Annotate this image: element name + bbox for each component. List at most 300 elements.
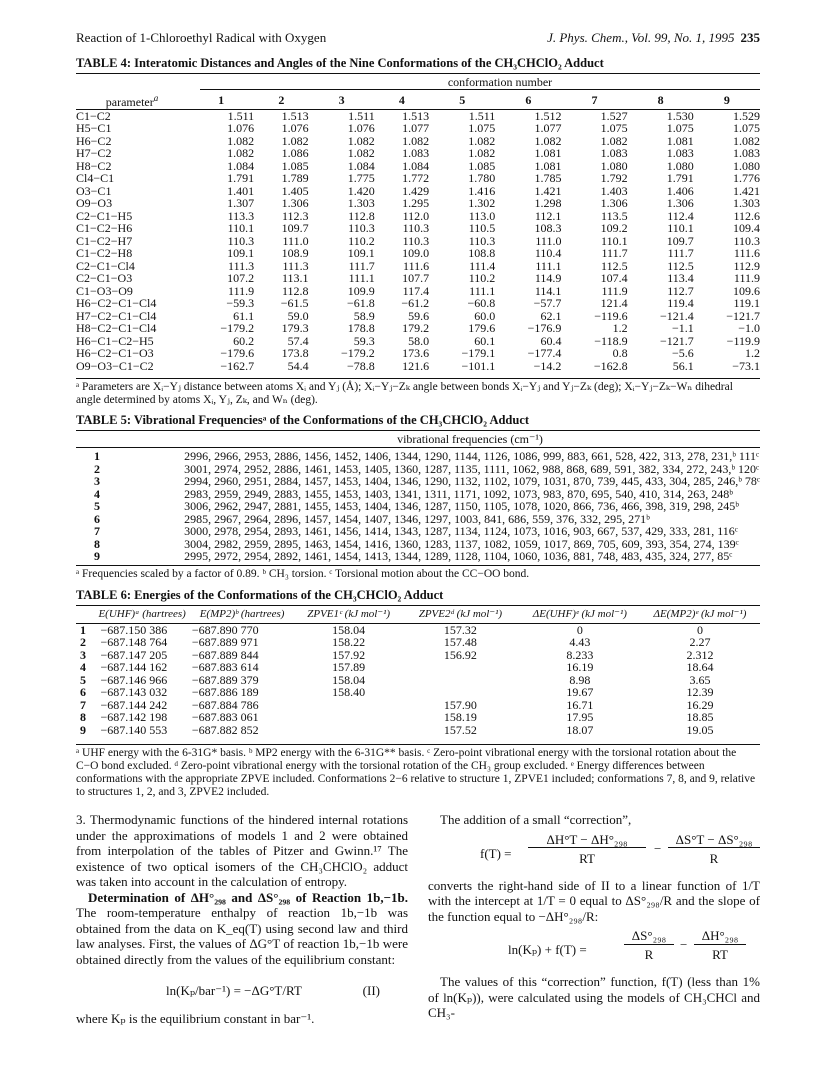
section-heading: Determination of ΔH°₂₉₈ and ΔS°₂₉₈ of Reaction 1b,−1b. [88,889,408,905]
table4-value-cell: −1.0 [738,321,760,335]
table4-value-cell: −57.7 [533,296,562,310]
table5-conformation-number: 1 [94,449,100,463]
table4-value-cell: 1.085 [468,158,496,173]
paragraph: 3. Thermodynamic functions of the hindered internal rotations under the approximations of models 1 and 2 were obtained from interpolation of the tables of Pitzer and Gwinn.¹⁷ The existence of two optical isomers of the CH₃CHClO₂ adduct was taken into account in the calculation of entropy. [76,812,408,889]
table4-value-cell: 109.4 [733,221,760,235]
table4-value-cell: 1.2 [745,346,760,360]
table4-value-cell: −78.8 [346,358,375,373]
table4-value-cell: 1.076 [281,121,309,135]
table4-value-cell: 1.511 [348,108,375,123]
table4-value-cell: 1.083 [600,146,628,160]
table4-value-cell: 1.421 [534,183,562,198]
table4-value-cell: 121.6 [402,358,430,373]
table4-value-cell: 1.511 [227,108,255,123]
table4-value-cell: 113.0 [468,208,496,223]
table6-row [76,699,760,712]
table4-row [76,222,760,235]
table6-row [76,649,760,662]
table6-value-cell: 16.29 [686,697,714,712]
table4-value-cell: 112.5 [601,258,628,273]
table6-row [76,686,760,699]
table4-value-cell: 1.792 [600,171,628,185]
table4-column-header: 5 [429,92,495,109]
table6-value-cell [296,699,401,712]
table6-value-cell: 158.19 [443,710,477,724]
table4-value-cell: −59.3 [226,296,255,310]
table4-row [76,272,760,285]
table6-value-cell: 157.52 [443,722,477,737]
table4-value-cell: 114.9 [534,271,562,285]
table4-value-cell: 57.4 [287,333,309,348]
table4-value-cell: 1.420 [347,183,375,198]
table5-conformation-number: 3 [94,474,100,488]
table4-value-cell: 1.512 [534,108,562,123]
table4-value-cell: −61.2 [401,296,430,310]
table6-value-cell: 4.43 [569,635,591,649]
table4-value-cell: 109.2 [600,221,628,235]
table6-value-cell: 0 [696,622,703,637]
table4-value-cell: 107.7 [402,271,430,285]
table4-param-cell: H6−C2−C1−Cl4 [76,296,157,310]
table4-value-cell: 1.303 [733,196,760,210]
table4-value-cell: 111.6 [403,258,430,273]
table6-value-cell: 19.05 [686,722,714,737]
table4-row [76,247,760,260]
table4-value-cell: 111.9 [601,283,628,298]
table4-value-cell: 1.302 [468,196,496,210]
table5 [76,450,760,563]
table5-caption: TABLE 5: Vibrational Frequenciesᵃ of the Conformations of the CH₃CHClO₂ Adduct [76,413,530,427]
table4-value-cell: 1.082 [468,146,496,160]
table4-caption: TABLE 4: Interatomic Distances and Angles of the Nine Conformations of the CH₃CHClO₂ Adduct [76,56,604,70]
table5-frequencies-cell: 2996, 2966, 2953, 2886, 1456, 1452, 1406, 1344, 1290, 1144, 1126, 1086, 999, 883, 661, 528, 422, 313, 278, 231,ᵇ 111ᶜ [184,449,760,463]
table4-value-cell: 173.8 [281,346,309,360]
table6-conformation-number: 7 [80,697,86,712]
table6-value-cell: 157.48 [443,635,477,649]
table4-value-cell: −179.1 [461,346,496,360]
table4-value-cell: −60.8 [467,296,496,310]
table4-value-cell: 1.082 [733,133,760,148]
table4-param-cell: C1−C2−H8 [76,246,133,260]
table6-row [76,674,760,687]
table4-value-cell: 1.080 [733,158,760,173]
table4-value-cell: 112.3 [282,208,309,223]
table6-value-cell: −687.146 966 [100,672,168,687]
table4-value-cell: 56.1 [672,358,694,373]
table4-value-cell: −121.7 [726,308,760,323]
table4-value-cell: 1.780 [468,171,496,185]
paragraph: The values of this “correction” function, f(T) (less than 1% of ln(Kₚ)), were calculated using the models of CH₃CHCl and CH₃- [428,974,760,1020]
table6-column-header: ZPVE1ᶜ (kJ mol⁻¹) [296,608,401,623]
table4-group-rule [200,89,760,90]
table6-value-cell [401,661,520,674]
table6-value-cell [401,686,520,699]
journal-citation: J. Phys. Chem., Vol. 99, No. 1, 1995 235 [547,30,760,45]
table4-value-cell: 1.084 [347,158,375,173]
table4-value-cell: 59.0 [287,308,309,323]
table6-value-cell: −687.889 971 [191,635,259,649]
table4-bottom-rule [76,378,760,379]
table4-value-cell: 109.7 [281,221,309,235]
table6-value-cell: −687.144 162 [100,660,168,674]
table6-conformation-number: 8 [80,710,86,724]
equation-van-t-hoff: ln(Kₚ) + f(T) = ΔS°₂₉₈ R − ΔH°₂₉₈ RT [428,924,760,974]
table5-frequencies-cell: 2995, 2972, 2954, 2892, 1461, 1454, 1413, 1344, 1289, 1128, 1104, 1060, 1036, 881, 748, 483, 435, 324, 277, 85ᶜ [184,549,733,563]
table6-value-cell: −687.889 379 [191,672,259,687]
table4-value-cell: 179.3 [281,321,309,335]
table6-value-cell: 157.89 [332,660,366,674]
table5-frequencies-cell: 3004, 2982, 2959, 2895, 1463, 1454, 1416, 1360, 1283, 1137, 1082, 1059, 1017, 869, 705, 609, 393, 354, 274, 139ᶜ [184,536,739,551]
table4-value-cell: −177.4 [527,346,562,360]
table4-value-cell: 110.3 [402,221,430,235]
table4-value-cell: 110.5 [468,221,496,235]
table4-value-cell: 110.2 [348,233,375,248]
table4-value-cell: 111.9 [228,283,255,298]
table6-row [76,711,760,724]
table5-row [76,475,760,488]
table4-param-cell: C1−C2−H6 [76,221,133,235]
table4-param-cell: C2−C1−O3 [76,271,133,285]
table4-value-cell: 1.306 [281,196,309,210]
table4-value-cell: 1.081 [534,146,562,160]
table5-frequencies-cell: 2983, 2959, 2949, 2883, 1455, 1453, 1403, 1341, 1311, 1171, 1092, 1073, 983, 870, 695, 540, 410, 314, 263, 248ᵇ [184,486,733,501]
table4-value-cell: 111.0 [282,233,309,248]
table4-value-cell: 1.082 [347,133,375,148]
table4-value-cell: 1.295 [402,196,430,210]
table4-value-cell: −61.8 [346,296,375,310]
table4-value-cell: 112.1 [534,208,562,223]
table4-value-cell: 60.0 [474,308,496,323]
table5-frequencies-cell: 2994, 2960, 2951, 2884, 1457, 1453, 1404, 1346, 1290, 1132, 1102, 1079, 1031, 870, 739, 445, 433, 304, 285, 246,ᵇ 78ᶜ [184,474,760,488]
table5-row [76,550,760,563]
table4-value-cell: 111.7 [667,246,694,260]
table4-value-cell: 1.082 [227,146,255,160]
table6-value-cell: −687.883 614 [191,660,259,674]
table4-value-cell: 1.298 [534,196,562,210]
table4-value-cell: 178.8 [347,321,375,335]
table4-value-cell: −179.2 [340,346,375,360]
table4-value-cell: 109.1 [227,246,255,260]
table4-value-cell: 108.3 [534,221,562,235]
table4-value-cell: 121.4 [600,296,628,310]
table4-value-cell: 110.1 [667,221,694,235]
table4-value-cell: 110.3 [468,233,496,248]
table4-param-cell: H8−C2−C1−Cl4 [76,321,157,335]
table4-value-cell: 112.6 [733,208,760,223]
table4-param-cell: H5−C1 [76,121,112,135]
table4-value-cell: 114.1 [534,283,562,298]
paragraph: converts the right-hand side of II to a linear function of 1/T with the intercept at 1/T = 0 equal to ΔS°₂₉₈/R and the slope of the function equal to −ΔH°₂₉₈/R: [428,877,760,924]
table4-value-cell: 112.9 [733,258,760,273]
table4-value-cell: 109.6 [733,283,760,298]
table6-value-cell: −687.882 852 [191,722,259,737]
table4-value-cell: 1.303 [347,196,375,210]
paragraph: where Kₚ is the equilibrium constant in bar⁻¹. [76,1011,315,1026]
table4-value-cell: 112.8 [348,208,375,223]
table5-conformation-number: 8 [94,536,100,551]
table4-value-cell: 1.083 [402,146,430,160]
table6-value-cell: 156.92 [443,647,477,662]
table4-value-cell: 1.2 [612,321,628,335]
table6-header-row [76,608,760,623]
table4-value-cell: 109.0 [402,246,430,260]
table6-conformation-number: 1 [80,622,86,637]
table4-value-cell: 110.3 [348,221,375,235]
table4-param-cell: O3−C1 [76,183,112,198]
table4-value-cell: −118.9 [594,333,628,348]
table6-value-cell: 158.04 [332,622,366,637]
table4-param-cell: C1−O3−O9 [76,283,133,298]
table4-value-cell: 108.8 [468,246,496,260]
equation-f-of-T: f(T) = ΔH°T − ΔH°₂₉₈ RT − ΔS°T − ΔS°₂₉₈ R [428,828,760,878]
table4-value-cell: 1.085 [281,158,309,173]
table6-bottom-rule [76,744,760,745]
right-column [428,812,760,1021]
table4-value-cell: 1.527 [600,108,628,123]
table4-value-cell: 58.9 [353,308,375,323]
table6-row [76,623,760,636]
table6-value-cell: 16.19 [566,660,594,674]
table4-column-header: 4 [375,92,429,109]
table4-value-cell: 1.077 [534,121,562,135]
table4-row [76,347,760,360]
table6-value-cell: −687.886 189 [191,685,259,699]
table4-value-cell: 1.776 [733,171,760,185]
table4-value-cell: 54.4 [287,358,309,373]
table4-value-cell: 111.3 [282,258,309,273]
table4-value-cell: 1.082 [600,133,628,148]
table5-bottom-rule [76,565,760,566]
table4-value-cell: 110.1 [227,221,255,235]
table4-value-cell: 1.081 [534,158,562,173]
table4-value-cell: 111.1 [469,283,496,298]
table6-value-cell: 8.233 [566,647,594,662]
table4-param-cell: O9−O3 [76,196,113,210]
table4-value-cell: 107.2 [227,271,255,285]
table4-value-cell: 1.080 [600,158,628,173]
table4-value-cell: 1.075 [666,121,694,135]
table5-conformation-number: 6 [94,511,100,526]
table4-value-cell: 109.7 [666,233,694,248]
equation-II-label: (II) [362,983,380,998]
table4-value-cell: 1.082 [402,133,430,148]
table6-value-cell: 17.95 [566,710,594,724]
table4-value-cell: 1.083 [666,146,694,160]
table4-row [76,360,760,373]
table4-footnote: ᵃ Parameters are Xᵢ−Yⱼ distance between atoms Xᵢ and Yⱼ (Å); Xᵢ−Yⱼ−Zₖ angle between bonds Xᵢ−Yⱼ and Yⱼ−Zₖ (deg); Xᵢ−Yⱼ−Zₖ−Wₙ dihedral angle determined by atoms Xᵢ, Yⱼ, Zₖ, and Wₙ (deg). [76,381,733,406]
table4-value-cell: 59.6 [408,308,430,323]
table4-value-cell: −119.6 [594,308,628,323]
table4-param-cell: C1−C2 [76,108,111,123]
table4-value-cell: 112.0 [402,208,430,223]
table5-header-rule [76,447,760,448]
table4-value-cell: 58.0 [408,333,430,348]
table4-value-cell: 113.3 [227,208,255,223]
table4-value-cell: 112.8 [282,283,309,298]
table4-value-cell: −179.2 [220,321,255,335]
table6-value-cell: 157.92 [332,647,366,662]
table5-header: vibrational frequencies (cm⁻¹) [397,432,543,446]
table4-value-cell: 1.306 [666,196,694,210]
table4-value-cell: 1.406 [666,183,694,198]
table6-value-cell: 158.40 [332,685,366,699]
table4-param-cell: C2−C1−H5 [76,208,133,223]
table6-value-cell: 158.04 [332,672,366,687]
table4-row [76,197,760,210]
table4-value-cell: 1.086 [281,146,309,160]
table4 [76,92,760,372]
table4-param-cell: H8−C2 [76,158,112,173]
table4-param-header: parameter$^a$ [76,92,188,109]
table4-value-cell: 113.5 [601,208,628,223]
table4-row [76,322,760,335]
table4-value-cell: 1.075 [600,121,628,135]
table4-row [76,147,760,160]
table4-value-cell: −61.5 [280,296,309,310]
table6-column-header: ΔE(MP2)ᵉ (kJ mol⁻¹) [640,608,760,623]
table6-value-cell: 157.90 [443,697,477,712]
table6-conformation-number: 4 [80,660,86,674]
table4-value-cell: 1.775 [347,171,375,185]
table4-column-header: 8 [628,92,694,109]
table4-value-cell: 1.785 [534,171,562,185]
table4-value-cell: 1.082 [534,133,562,148]
table4-value-cell: 60.1 [474,333,496,348]
table4-value-cell: −176.9 [527,321,562,335]
table4-value-cell: 1.307 [227,196,255,210]
table4-param-cell: C2−C1−Cl4 [76,258,135,273]
table6-column-header: ZPVE2ᵈ (kJ mol⁻¹) [401,608,520,623]
table6-value-cell: 18.07 [566,722,594,737]
table6-row [76,636,760,649]
table6-value-cell: 3.65 [689,672,711,687]
table4-value-cell: 109.9 [347,283,375,298]
table4-value-cell: −5.6 [671,346,694,360]
table4-value-cell: 1.083 [733,146,760,160]
table4-column-header: 7 [561,92,627,109]
table4-param-cell: H6−C1−C2−H5 [76,333,154,348]
table6-value-cell: 16.71 [566,697,594,712]
table4-value-cell: 108.9 [281,246,309,260]
table6-value-cell: 19.67 [566,685,594,699]
table4-value-cell: 62.1 [540,308,562,323]
table4-value-cell: 117.4 [402,283,430,298]
table5-footnote: ᵃ Frequencies scaled by a factor of 0.89. ᵇ CH₃ torsion. ᶜ Torsional motion about the CC−OO bond. [76,568,530,580]
table4-value-cell: 1.791 [666,171,694,185]
table4-value-cell: 1.082 [227,133,255,148]
table6 [76,608,760,736]
table4-value-cell: 1.421 [733,183,760,198]
table5-conformation-number: 7 [94,524,100,538]
table4-value-cell: 1.513 [281,108,309,123]
table4-column-header: 3 [309,92,375,109]
table4-param-cell: H7−C2−C1−Cl4 [76,308,157,323]
table4-value-cell: 111.7 [601,246,628,260]
table4-value-cell: 112.5 [667,258,694,273]
table5-frequencies-cell: 3006, 2962, 2947, 2881, 1455, 1453, 1404, 1346, 1287, 1150, 1105, 1078, 1020, 866, 736, 466, 398, 319, 298, 245ᵇ [184,499,739,513]
table4-value-cell: 119.4 [667,296,694,310]
table4-value-cell: 1.530 [666,108,694,123]
equation-II [76,967,408,1011]
running-header [76,30,760,46]
table4-value-cell: 60.4 [540,333,562,348]
running-title: Reaction of 1-Chloroethyl Radical with Oxygen [76,30,327,45]
table6-value-cell: −687.148 764 [100,635,168,649]
table4-value-cell: 1.306 [600,196,628,210]
table4-column-header: 1 [188,92,254,109]
table4-value-cell: −1.1 [671,321,694,335]
table4-param-cell: H7−C2 [76,146,112,160]
table6-value-cell: −687.142 198 [100,710,168,724]
table4-value-cell: 1.429 [402,183,430,198]
table6-row [76,661,760,674]
table4-value-cell: −121.4 [659,308,694,323]
table4-value-cell: 1.529 [733,108,760,123]
table4-value-cell: 111.1 [348,271,375,285]
table4-value-cell: 111.6 [733,246,760,260]
table6-conformation-number: 3 [80,647,86,662]
table4-value-cell: 61.1 [233,308,255,323]
table6-value-cell: 18.85 [686,710,714,724]
table4-param-cell: H6−C2−C1−O3 [76,346,154,360]
table6-value-cell: −687.883 061 [191,710,259,724]
table6-column-header: E(UHF)ᵃ (hartrees) [96,608,187,623]
table4-row [76,297,760,310]
table4-value-cell: 111.7 [348,258,375,273]
table4-value-cell: 1.405 [281,183,309,198]
table4-value-cell: 1.772 [402,171,430,185]
table6-value-cell: 2.312 [686,647,714,662]
table4-column-header: 2 [254,92,308,109]
table4-value-cell: 173.6 [402,346,430,360]
table4-row [76,172,760,185]
paragraph: Determination of ΔH°₂₉₈ and ΔS°₂₉₈ of Reaction 1b,−1b. The room-temperature enthalpy of reaction 1b,−1b was obtained from the data on K_eq(T) using second law and third law analyses. First, the values of ΔG°T of reaction 1b,−1b were obtained directly from the values of the equilibrium constant: [76,889,408,967]
table4-value-cell: 1.076 [347,121,375,135]
table4-value-cell: 1.084 [402,158,430,173]
table6-value-cell: −687.889 844 [191,647,259,662]
table6-corner-cell [76,608,96,623]
table4-value-cell: 109.1 [347,246,375,260]
table6-value-cell: 158.22 [332,635,366,649]
table4-group-header: conformation number [447,75,553,89]
table6-value-cell: −687.143 032 [100,685,168,699]
table6-conformation-number: 5 [80,672,86,687]
table4-value-cell: 1.076 [227,121,255,135]
table6-row [76,724,760,737]
table4-value-cell: 1.081 [666,133,694,148]
table5-row [76,450,760,463]
table4-value-cell: 0.8 [612,346,628,360]
table6-conformation-number: 2 [80,635,86,649]
table6-value-cell: 157.32 [443,622,477,637]
table6-top-rule [76,605,760,606]
table5-conformation-number: 4 [94,486,100,501]
table6-value-cell: −687.140 553 [100,722,168,737]
table4-param-cell: H6−C2 [76,133,112,148]
table4-value-cell: 107.4 [600,271,628,285]
table5-frequencies-cell: 3000, 2978, 2954, 2893, 1461, 1456, 1414, 1343, 1287, 1134, 1124, 1073, 1016, 903, 667, 537, 429, 333, 281, 116ᶜ [184,524,738,538]
table4-value-cell: 110.2 [468,271,496,285]
table4-param-cell: O9−O3−C1−C2 [76,358,154,373]
table4-value-cell: −162.7 [220,358,255,373]
table6-value-cell: 0 [576,622,583,637]
table4-value-cell: −179.6 [220,346,255,360]
table6-value-cell: −687.144 242 [100,697,168,712]
table4-value-cell: 1.077 [402,121,430,135]
table4-value-cell: 111.0 [535,233,562,248]
table6-conformation-number: 9 [80,722,86,737]
table6-value-cell: 8.98 [569,672,591,687]
